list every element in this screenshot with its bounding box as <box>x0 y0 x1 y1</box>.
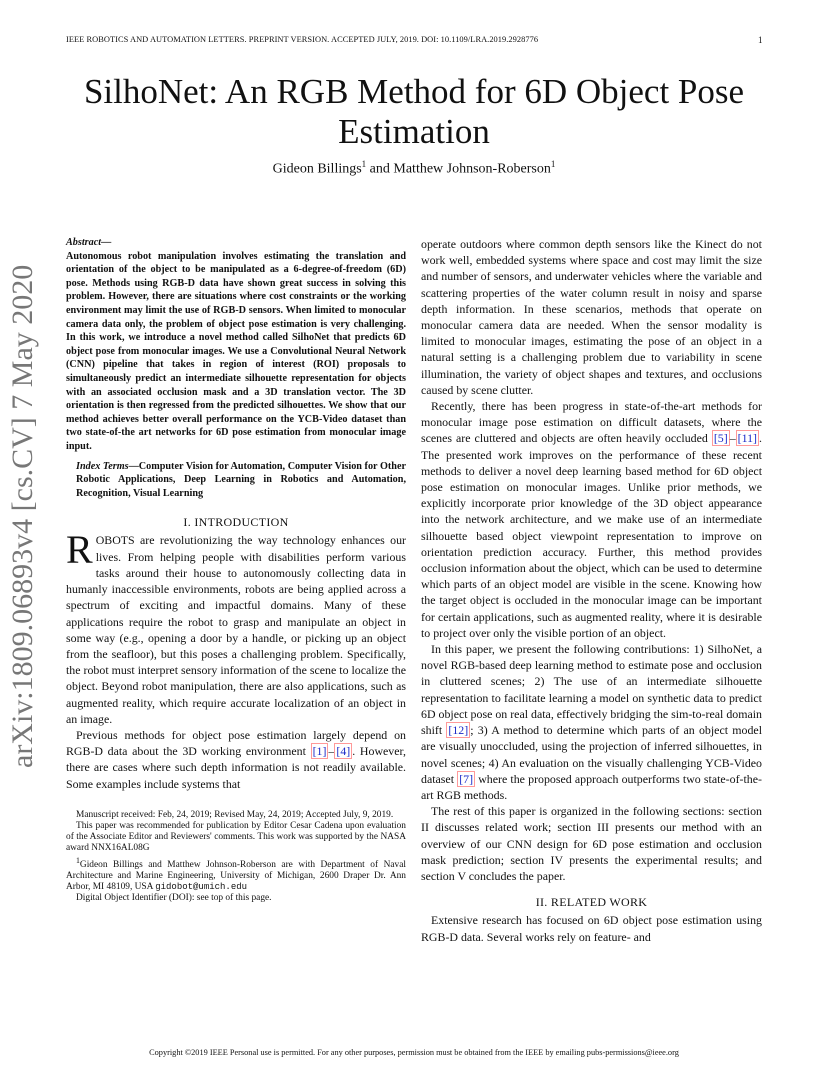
intro-paragraph-1-text: OBOTS are revolutionizing the way technology enhances our lives. From helping people with disabilities perform various tasks around their house to autonomously collecting data in humanly inaccessible environments, robots are being applied across a spectrum of exciting and impactful domains. Many of these applications require the robot to grasp and manipulate an object in some way (e.g., opening a door by a handle, or picking up an object from the seafloor), but this poses a challenging problem. Specifically, the robot must interpret sensory information of the scene to localize the object. Beyond robot manipulation, there are also applications, such as augmented reality, which require accurate localization of an object in an image. <box>66 533 406 726</box>
intro-paragraph-4-text-c: where the proposed approach outperforms two state-of-the-art RGB methods. <box>421 771 762 802</box>
author-line <box>60 159 768 178</box>
abstract <box>66 236 406 500</box>
index-terms <box>76 460 406 501</box>
citation-link[interactable]: [1] <box>312 744 327 759</box>
citation-link[interactable]: [11] <box>737 431 758 446</box>
intro-paragraph-2 <box>66 727 406 792</box>
author-2: Matthew Johnson-Roberson <box>393 161 551 177</box>
abstract-label: Abstract— <box>66 237 112 248</box>
footnote-manuscript: Manuscript received: Feb, 24, 2019; Revised May, 24, 2019; Accepted July, 9, 2019. <box>76 809 394 820</box>
author-1: Gideon Billings <box>272 161 362 177</box>
index-terms-text: —Computer Vision for Automation, Computer Vision for Other Robotic Applications, Deep Learning in Robotics and Automation, Recognition, Visual Learning <box>76 460 406 499</box>
intro-paragraph-2-text-a: Previous methods for object pose estimation largely depend on RGB-D data about the 3D working environment <box>66 727 406 759</box>
author-email: gidobot@umich.edu <box>155 882 248 893</box>
running-header: IEEE ROBOTICS AND AUTOMATION LETTERS. PREPRINT VERSION. ACCEPTED JULY, 2019. DOI: 10.1109/LRA.2019.2928776 <box>66 35 539 44</box>
index-terms-label: Index Terms <box>76 460 129 472</box>
citation-link[interactable]: [4] <box>336 744 351 759</box>
footnotes <box>66 810 406 905</box>
intro-paragraph-2-text-b: . However, there are cases where such depth information is not readily available. Some examples include systems that <box>66 744 406 791</box>
intro-paragraph-4-text-b: ; 3) A method to determine which parts of an object model are visually unoccluded, using the projection of inferred silhouettes, in novel scenes; 4) An evaluation on the visually challenging YCB-Video dataset <box>421 723 762 786</box>
author-conjunction: and <box>366 161 394 177</box>
affiliation-mark-1: 1 <box>361 159 367 169</box>
arxiv-identifier: arXiv:1809.06893v4 [cs.CV] 7 May 2020 <box>6 264 39 768</box>
intro-paragraph-3-text-a: Recently, there has been progress in state-of-the-art methods for monocular image pose estimation on difficult datasets, where the scenes are cluttered and objects are often heavily occluded <box>421 399 762 446</box>
intro-paragraph-4-text-a: In this paper, we present the following contributions: 1) SilhoNet, a novel RGB-based deep learning method to estimate pose and occlusion in cluttered scenes; 2) The use of an intermediate silhouette representation to facilitate learning a model on synthetic data to predict 6D object pose on real data, effectively bridging the sim-to-real domain shift <box>421 642 762 738</box>
related-work-paragraph-1: Extensive research has focused on 6D object pose estimation using RGB-D data. Several works rely on feature- and <box>421 913 762 944</box>
footnote-affiliation <box>66 855 406 894</box>
footnote-editor: This paper was recommended for publication by Editor Cesar Cadena upon evaluation of the Associate Editor and Reviewers' comments. This work was supported by the NASA award NNX16AL08G <box>66 820 406 854</box>
intro-paragraph-4 <box>421 641 762 803</box>
affiliation-mark-2: 1 <box>550 159 556 169</box>
citation-link[interactable]: [7] <box>459 771 474 786</box>
section-heading-introduction: I. INTRODUCTION <box>183 515 289 530</box>
intro-paragraph-5: The rest of this paper is organized in the following sections: section II discusses related work; section III presents our method with an overview of our CNN design for 6D pose estimation and occlusion mask prediction; section IV presents the experimental results; and section V concludes the paper. <box>421 804 762 883</box>
intro-paragraph-1 <box>66 527 406 726</box>
drop-cap: R <box>66 527 93 573</box>
citation-dash: – <box>328 744 335 759</box>
citation-link[interactable]: [12] <box>448 723 469 738</box>
right-column <box>421 236 762 945</box>
left-column <box>66 236 406 904</box>
citation-link[interactable]: [5] <box>713 431 728 446</box>
footnote-affiliation-text: Gideon Billings and Matthew Johnson-Roberson are with Department of Naval Architecture and Marine Engineering, University of Michigan, 2600 Draper Dr. Ann Arbor, MI 48109, USA <box>66 859 406 893</box>
intro-paragraph-3 <box>421 398 762 641</box>
footnote-affiliation-mark: 1 <box>76 855 80 865</box>
section-heading-related-work: II. RELATED WORK <box>535 895 648 910</box>
paper-title: SilhoNet: An RGB Method for 6D Object Pose Estimation <box>83 72 745 151</box>
abstract-text: Autonomous robot manipulation involves estimating the translation and orientation of the object to be manipulated as a 6-degree-of-freedom (6D) pose. Methods using RGB-D data have shown great success in solving this problem. However, there are situations where cost constraints or the working environment may limit the use of RGB-D sensors. When limited to monocular camera data only, the problem of object pose estimation is very challenging. In this work, we introduce a novel method called SilhoNet that predicts 6D object pose from monocular images. We use a Convolutional Neural Network (CNN) pipeline that takes in region of interest (ROI) proposals to simultaneously predict an intermediate silhouette representation for objects with an associated occlusion mask and a 3D translation vector. The 3D orientation is then regressed from the predicted silhouettes. We show that our method achieves better overall performance on the YCB-Video dataset than two state-of-the art networks for 6D pose estimation from monocular image input. <box>66 250 406 452</box>
intro-paragraph-3-text-b: . The presented work improves on the performance of these recent methods to deliver a novel deep learning based method for 6D object pose estimation on monocular images. Unlike prior methods, we explicitly incorporate prior knowledge of the 3D object appearance into the network architecture, and we make use of an intermediate silhouette based object viewpoint representation to improve on orientation prediction accuracy. Further, this method provides occlusion information about the object, which can be used to determine which parts of an object model are visible in the scene. Knowing how the target object is occluded in the monocular image can be important for certain applications, such as augmented reality, where it is desirable to project over only the visible portion of an object. <box>421 431 762 640</box>
copyright-footer: Copyright ©2019 IEEE Personal use is permitted. For any other purposes, permission must be obtained from the IEEE by emailing pubs-permissions@ieee.org <box>149 1048 679 1057</box>
page-number: 1 <box>758 35 763 45</box>
footnote-doi: Digital Object Identifier (DOI): see top of this page. <box>76 893 272 904</box>
citation-dash: – <box>729 431 736 446</box>
intro-paragraph-2-continued: operate outdoors where common depth sensors like the Kinect do not work well, embedded systems where space and cost may limit the size and number of sensors, and underwater vehicles where the variable and scattering properties of the water column result in noisy and sparse depth information. In these scenarios, methods that operate on monocular camera data are needed. When the sensor modality is limited to monocular images, estimating the pose of an object in a natural setting is a challenging problem due to variability in scene illumination, the variety of object shapes and textures, and occlusions caused by scene clutter. <box>421 237 762 397</box>
